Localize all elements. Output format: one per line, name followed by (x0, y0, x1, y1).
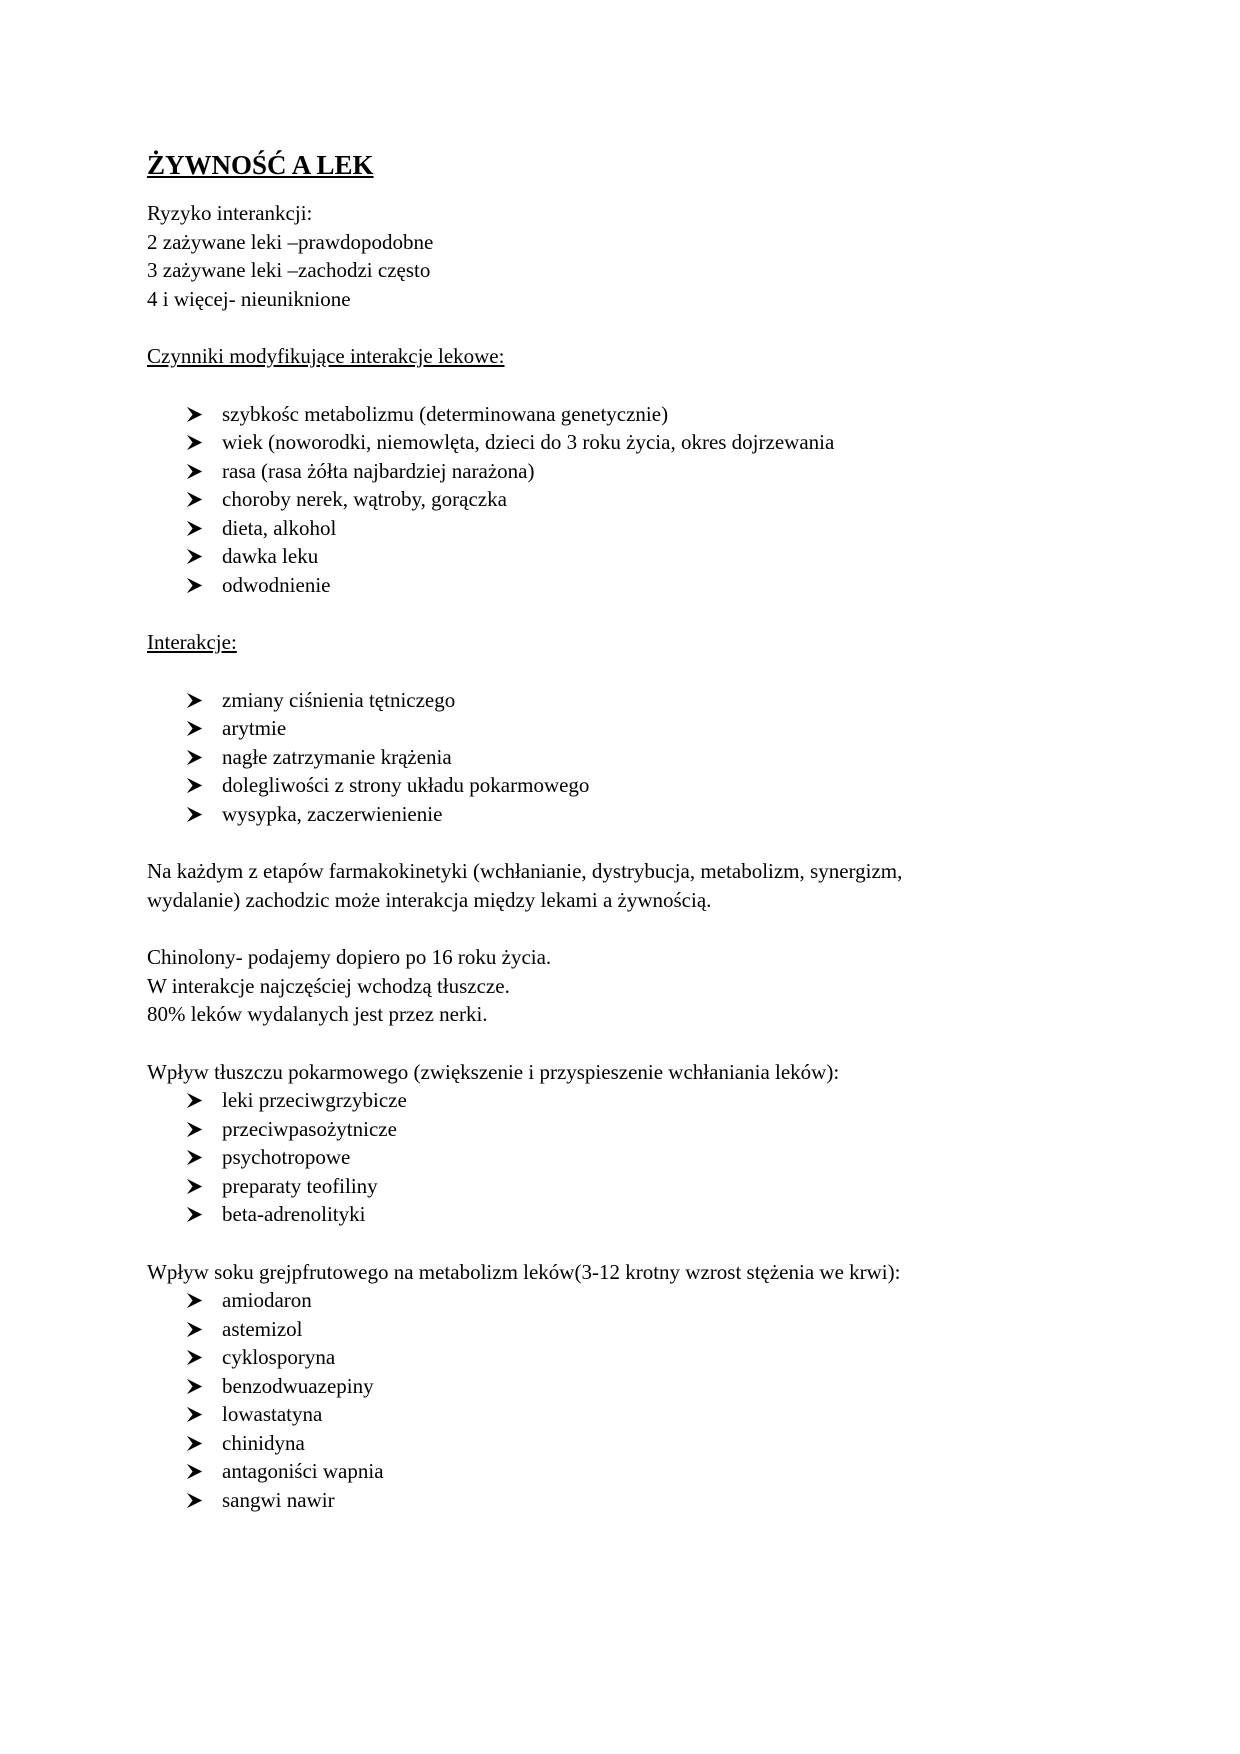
arrow-bullet-icon (185, 405, 204, 424)
interactions-heading: Interakcje: (147, 630, 237, 654)
arrow-bullet-icon (185, 433, 204, 452)
arrow-bullet-icon (185, 1091, 204, 1110)
arrow-bullet-icon (185, 1462, 204, 1481)
arrow-bullet-icon (185, 805, 204, 824)
list-item: cyklosporyna (147, 1343, 1107, 1372)
arrow-bullet-icon (185, 1348, 204, 1367)
list-item: odwodnienie (147, 571, 1107, 600)
list-item: dolegliwości z strony układu pokarmowego (147, 771, 1107, 800)
list-item: nagłe zatrzymanie krążenia (147, 743, 1107, 772)
list-item: wysypka, zaczerwienienie (147, 800, 1107, 829)
factors-heading: Czynniki modyfikujące interakcje lekowe: (147, 344, 505, 368)
interactions-list (147, 686, 1107, 829)
pharmacokinetics-paragraph (147, 857, 1107, 914)
list-item: dawka leku (147, 542, 1107, 571)
note-line: W interakcje najczęściej wchodzą tłuszcze. (147, 973, 510, 998)
arrow-bullet-icon (185, 576, 204, 595)
list-item: astemizol (147, 1315, 1107, 1344)
arrow-bullet-icon (185, 1320, 204, 1339)
arrow-bullet-icon (185, 519, 204, 538)
grapefruit-list (147, 1286, 1107, 1514)
document-content (147, 148, 1107, 1514)
arrow-bullet-icon (185, 1177, 204, 1196)
arrow-bullet-icon (185, 1405, 204, 1424)
arrow-bullet-icon (185, 691, 204, 710)
arrow-bullet-icon (185, 748, 204, 767)
paragraph-line: Na każdym z etapów farmakokinetyki (wchłanianie, dystrybucja, metabolizm, synergizm, (147, 859, 903, 883)
list-item: chinidyna (147, 1429, 1107, 1458)
risk-line: 2 zażywane leki –prawdopodobne (147, 229, 434, 254)
risk-heading: Ryzyko interankcji: (147, 201, 313, 225)
arrow-bullet-icon (185, 1148, 204, 1167)
notes-paragraph (147, 943, 1107, 1029)
risk-section (147, 199, 1107, 313)
fat-heading: Wpływ tłuszczu pokarmowego (zwiększenie i przyspieszenie wchłaniania leków): (147, 1059, 840, 1084)
list-item: zmiany ciśnienia tętniczego (147, 686, 1107, 715)
list-item: rasa (rasa żółta najbardziej narażona) (147, 457, 1107, 486)
list-item: preparaty teofiliny (147, 1172, 1107, 1201)
list-item: amiodaron (147, 1286, 1107, 1315)
risk-line: 4 i więcej- nieuniknione (147, 286, 351, 311)
arrow-bullet-icon (185, 547, 204, 566)
list-item: przeciwpasożytnicze (147, 1115, 1107, 1144)
list-item: wiek (noworodki, niemowlęta, dzieci do 3 roku życia, okres dojrzewania (147, 428, 1107, 457)
list-item: dieta, alkohol (147, 514, 1107, 543)
arrow-bullet-icon (185, 1291, 204, 1310)
arrow-bullet-icon (185, 462, 204, 481)
paragraph-line: wydalanie) zachodzic może interakcja między lekami a żywnością. (147, 887, 712, 912)
arrow-bullet-icon (185, 1434, 204, 1453)
note-line: Chinolony- podajemy dopiero po 16 roku życia. (147, 945, 552, 969)
arrow-bullet-icon (185, 1377, 204, 1396)
arrow-bullet-icon (185, 1205, 204, 1224)
risk-line: 3 zażywane leki –zachodzi często (147, 258, 431, 282)
note-line: 80% leków wydalanych jest przez nerki. (147, 1002, 488, 1026)
arrow-bullet-icon (185, 719, 204, 738)
list-item: szybkośc metabolizmu (determinowana genetycznie) (147, 400, 1107, 429)
arrow-bullet-icon (185, 1491, 204, 1510)
page-title: ŻYWNOŚĆ A LEK (147, 150, 374, 180)
list-item: choroby nerek, wątroby, gorączka (147, 485, 1107, 514)
fat-list (147, 1086, 1107, 1229)
arrow-bullet-icon (185, 776, 204, 795)
arrow-bullet-icon (185, 490, 204, 509)
list-item: beta-adrenolityki (147, 1200, 1107, 1229)
factors-list (147, 400, 1107, 600)
list-item: benzodwuazepiny (147, 1372, 1107, 1401)
list-item: arytmie (147, 714, 1107, 743)
list-item: lowastatyna (147, 1400, 1107, 1429)
arrow-bullet-icon (185, 1120, 204, 1139)
list-item: sangwi nawir (147, 1486, 1107, 1515)
list-item: psychotropowe (147, 1143, 1107, 1172)
list-item: antagoniści wapnia (147, 1457, 1107, 1486)
grapefruit-heading: Wpływ soku grejpfrutowego na metabolizm leków(3-12 krotny wzrost stężenia we krwi): (147, 1259, 901, 1284)
list-item: leki przeciwgrzybicze (147, 1086, 1107, 1115)
